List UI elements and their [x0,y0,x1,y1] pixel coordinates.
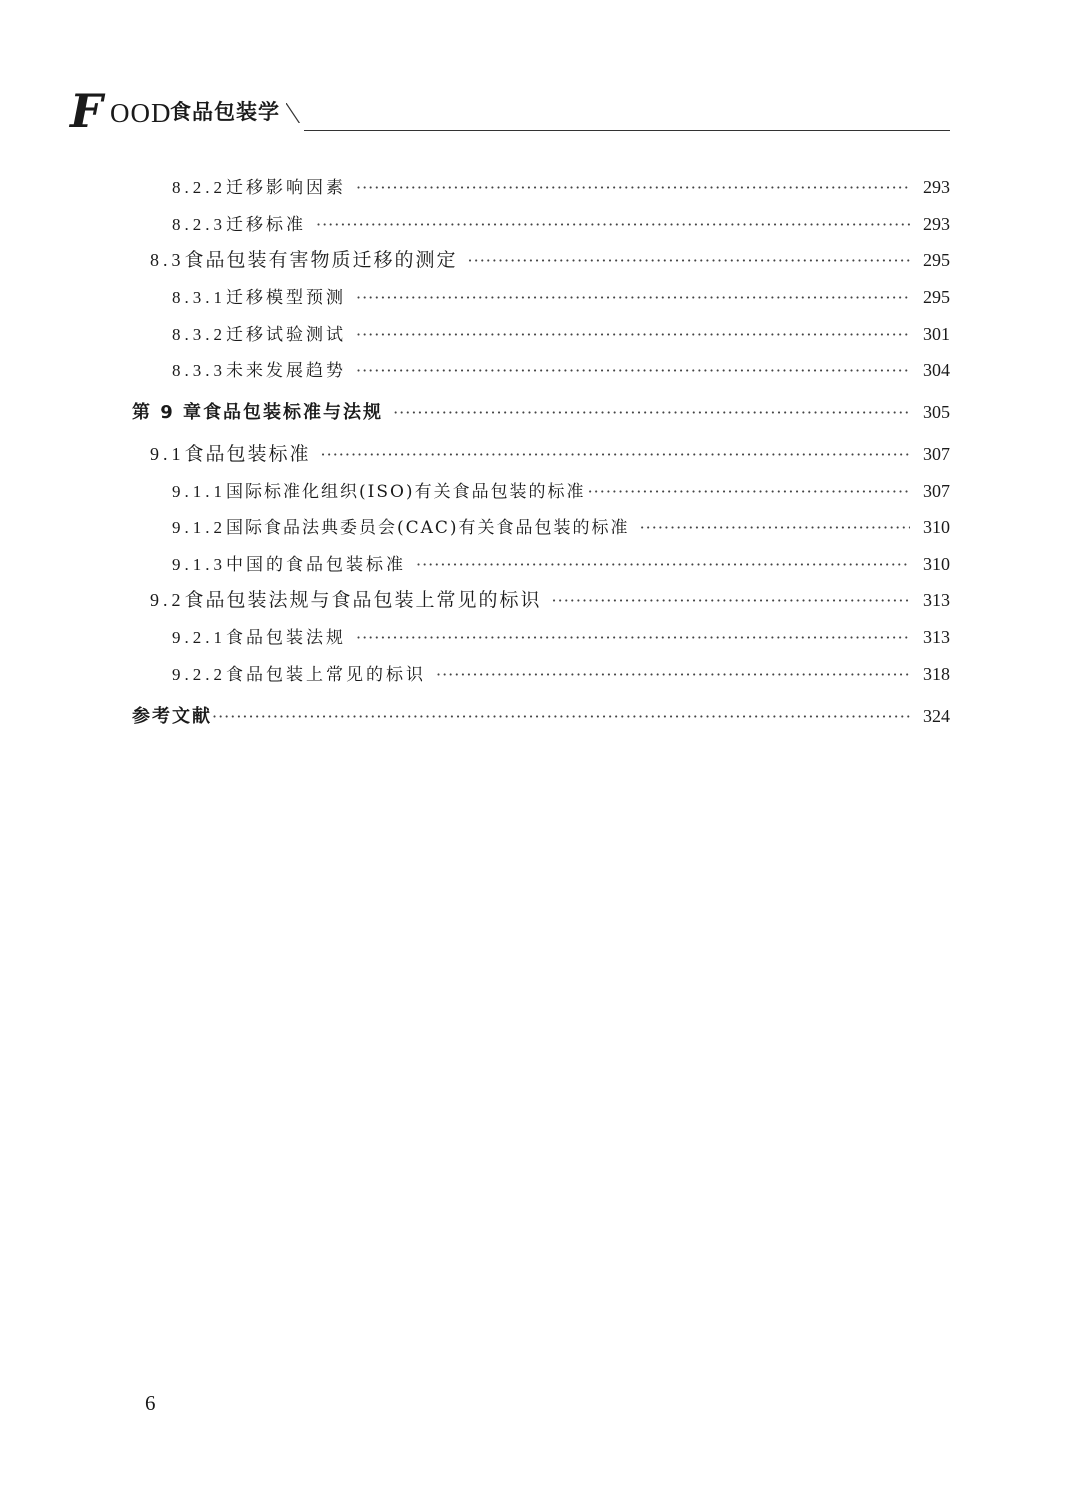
logo-text: OOD [110,98,172,128]
toc-number: 8.2.3 [172,215,226,234]
toc-dot-leader [416,552,910,578]
toc-title: 食品包装有害物质迁移的测定 [184,249,458,271]
book-title: 食品包装学 [170,100,280,124]
toc-page: 307 [923,444,950,464]
toc-number: 9.1.2 [172,518,226,537]
toc-number: 9.1 [150,444,185,464]
toc-number: 8.3.1 [172,288,226,307]
toc-page: 293 [923,214,950,234]
toc-dot-leader [356,285,910,311]
toc-dot-leader [640,515,910,541]
toc-number: 9.2.2 [172,665,226,684]
toc-title: 迁移影响因素 [226,178,346,198]
toc-entry-9-1[interactable] [150,441,950,467]
toc-dot-leader [552,588,910,614]
toc-dot-leader [436,662,910,688]
toc-references-title: 参考文献 [132,706,212,727]
toc-number: 8.3.3 [172,361,226,380]
logo-initial: F [70,84,103,138]
toc-page: 307 [923,481,950,501]
toc-chapter-title: 食品包装标准与法规 [203,402,384,423]
toc-dot-leader [356,322,910,348]
toc-entry-9-1-3[interactable] [172,551,950,577]
toc-dot-leader [356,175,910,201]
toc-page: 305 [923,402,950,422]
toc-title: 迁移标准 [226,215,306,235]
toc-entry-chapter-9[interactable] [132,399,950,425]
toc-title: 食品包装上常见的标识 [226,665,426,685]
toc-title: 迁移试验测试 [226,325,346,345]
toc-number: 9.1.3 [172,555,226,574]
toc-dot-leader [468,248,910,274]
toc-number: 8.3 [150,250,185,270]
toc-entry-8-2-2[interactable] [172,174,950,200]
toc-number: 9.1.1 [172,482,226,501]
toc-page: 310 [923,517,950,537]
page-number: 6 [145,1391,156,1415]
toc-entry-8-3[interactable] [150,247,950,273]
toc-title: 未来发展趋势 [226,361,346,381]
toc-entry-9-1-2[interactable] [172,514,950,540]
toc-entry-8-2-3[interactable] [172,211,950,237]
toc-title: 食品包装法规与食品包装上常见的标识 [184,589,542,611]
toc-page: 295 [923,287,950,307]
toc-title: 中国的食品包装标准 [226,555,406,575]
toc-entry-9-2[interactable] [150,587,950,613]
toc-chapter-number: 第 9 章 [132,402,204,423]
toc-page: 304 [923,360,950,380]
toc-dot-leader [212,704,910,730]
toc-page: 313 [923,627,950,647]
toc-dot-leader [393,400,910,426]
toc-page: 324 [923,706,950,726]
toc-dot-leader [321,442,910,468]
toc-dot-leader [316,212,910,238]
toc-title: 食品包装法规 [226,628,346,648]
toc-entry-references[interactable] [132,703,950,729]
toc-entry-8-3-1[interactable] [172,284,950,310]
toc-page: 293 [923,177,950,197]
toc-number: 8.3.2 [172,325,226,344]
toc-title: 国际标准化组织(ISO)有关食品包装的标准 [226,482,586,502]
toc-dot-leader [356,625,910,651]
toc-page: 310 [923,554,950,574]
toc-title: 食品包装标准 [184,443,311,465]
toc-entry-9-1-1[interactable] [172,478,950,504]
toc-page: 295 [923,250,950,270]
toc-page: 301 [923,324,950,344]
toc-entry-9-2-1[interactable] [172,624,950,650]
toc-dot-leader [356,358,910,384]
toc-page: 313 [923,590,950,610]
toc-number: 9.2.1 [172,628,226,647]
toc-page: 318 [923,664,950,684]
toc-entry-8-3-3[interactable] [172,357,950,383]
toc-title: 迁移模型预测 [226,288,346,308]
toc-number: 8.2.2 [172,178,226,197]
toc-title: 国际食品法典委员会(CAC)有关食品包装的标准 [226,518,630,538]
toc-dot-leader [588,479,910,505]
toc-entry-9-2-2[interactable] [172,661,950,687]
toc-entry-8-3-2[interactable] [172,321,950,347]
toc-number: 9.2 [150,590,185,610]
